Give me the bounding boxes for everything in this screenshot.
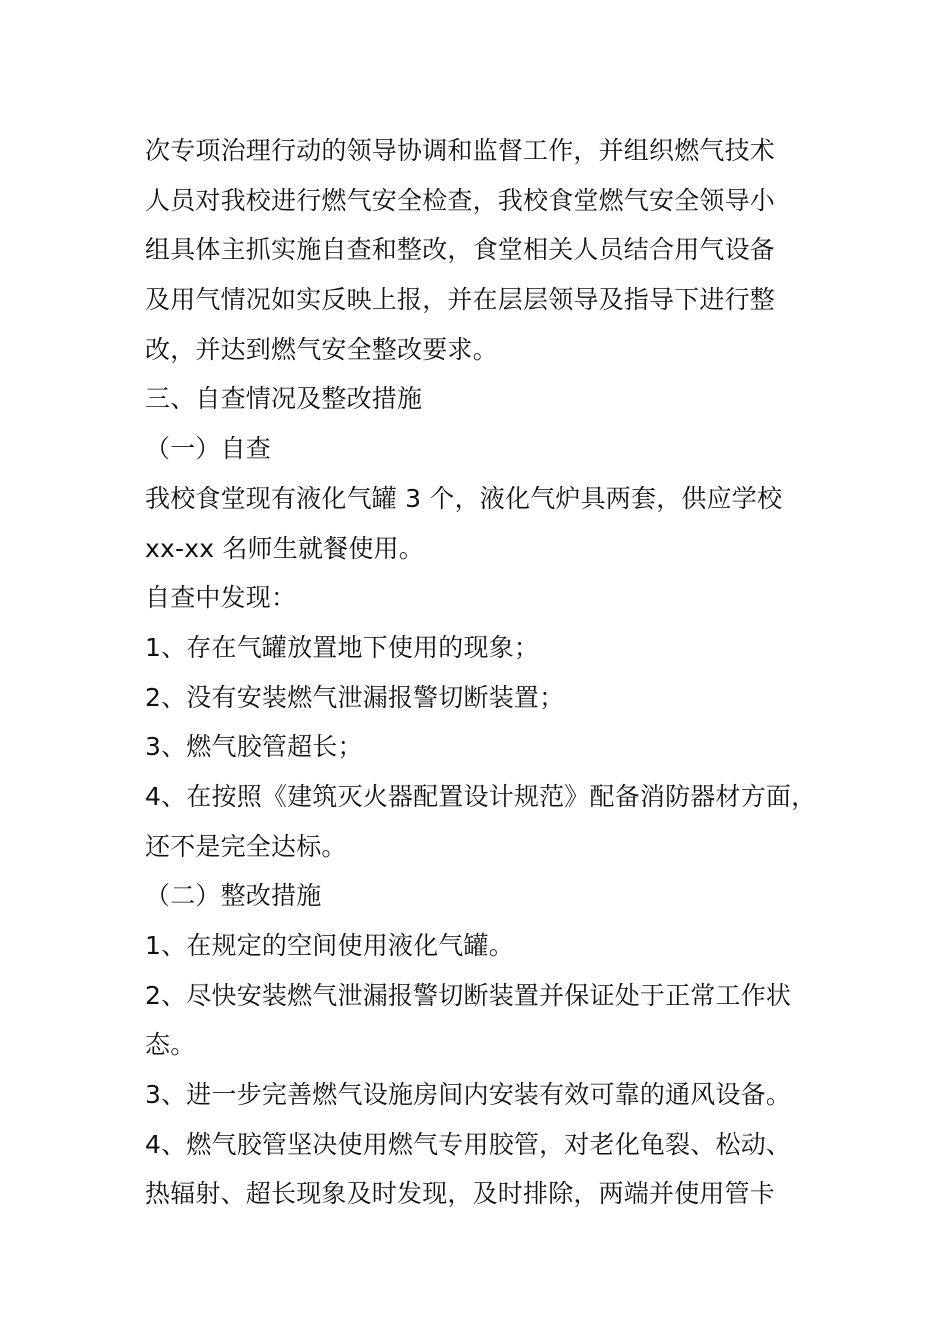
list-item: 热辐射、超长现象及时发现，及时排除，两端并使用管卡	[145, 1179, 776, 1209]
paragraph-line: xx-xx 名师生就餐使用。	[145, 533, 424, 563]
list-item: 2、尽快安装燃气泄漏报警切断装置并保证处于正常工作状	[145, 980, 792, 1010]
paragraph-line: 我校食堂现有液化气罐 3 个，液化气炉具两套，供应学校	[145, 483, 783, 513]
paragraph-line: 自查中发现：	[145, 583, 297, 613]
paragraph-line: 改，并达到燃气安全整改要求。	[145, 334, 498, 364]
body-text	[145, 126, 835, 1219]
list-item: 态。	[145, 1030, 196, 1060]
list-item: 3、进一步完善燃气设施房间内安装有效可靠的通风设备。	[145, 1080, 792, 1110]
paragraph-line: 组具体主抓实施自查和整改，食堂相关人员结合用气设备	[145, 235, 776, 265]
list-item: 1、存在气罐放置地下使用的现象；	[145, 632, 540, 662]
list-item: 还不是完全达标。	[145, 831, 347, 861]
paragraph-line: 及用气情况如实反映上报，并在层层领导及指导下进行整	[145, 285, 776, 315]
list-item: 2、没有安装燃气泄漏报警切断装置；	[145, 682, 565, 712]
list-item: 4、燃气胶管坚决使用燃气专用胶管，对老化龟裂、松动、	[145, 1129, 792, 1159]
paragraph-line: 人员对我校进行燃气安全检查，我校食堂燃气安全领导小	[145, 185, 776, 215]
list-item: 1、在规定的空间使用液化气罐。	[145, 931, 514, 960]
list-item: 4、在按照《建筑灭火器配置设计规范》配备消防器材方面，	[145, 781, 817, 811]
subsection-heading: （一）自查	[145, 434, 272, 464]
list-item: 3、燃气胶管超长；	[145, 732, 363, 762]
paragraph-line: 次专项治理行动的领导协调和监督工作，并组织燃气技术	[145, 136, 776, 165]
section-heading: 三、自查情况及整改措施	[145, 384, 423, 414]
subsection-heading: （二）整改措施	[145, 881, 322, 911]
